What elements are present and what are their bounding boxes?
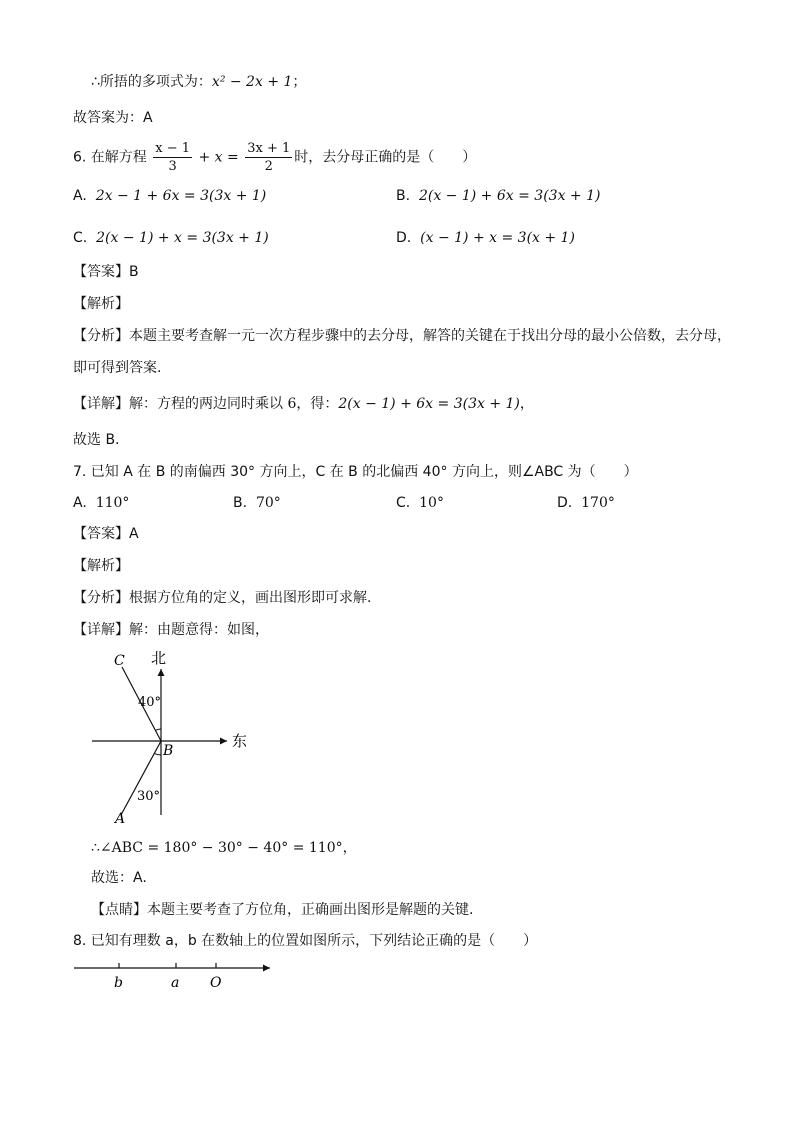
q6-fraction-1: $\frac{x - 1}{3}$: [155, 141, 191, 174]
q6-answer: 【答案】B: [73, 264, 139, 280]
q6-option-b: B. 2(x − 1) + 6x = 3(3x + 1): [396, 188, 601, 204]
q5-conclusion-suffix: ；: [292, 74, 307, 90]
label-b: b: [114, 975, 123, 991]
direction-angle-figure: [85, 645, 255, 830]
q8-stem: 8. 已知有理数 a，b 在数轴上的位置如图所示，下列结论正确的是（ ）: [73, 933, 538, 949]
q7-calculation: ∴∠ABC = 180° − 30° − 40° = 110°，: [91, 840, 357, 856]
q7-answer: 【答案】A: [73, 526, 139, 542]
q7-conclusion: 故选：A.: [91, 870, 147, 886]
q6-stem: [73, 140, 476, 175]
number-line-figure: [70, 960, 280, 992]
q7-detail: 【详解】解：由题意得：如图，: [73, 622, 269, 638]
east-label: 东: [232, 732, 248, 750]
q6-prefix: 6. 在解方程: [73, 149, 147, 166]
q5-polynomial: x² − 2x + 1: [211, 74, 293, 90]
q6-detail: 【详解】解：方程的两边同时乘以 6，得：2(x − 1) + 6x = 3(3x + 1)，: [73, 396, 534, 412]
angle-arc-30: [154, 753, 161, 755]
q6-option-a: A. 2x − 1 + 6x = 3(3x + 1): [73, 188, 267, 204]
angle-30-label: 30°: [137, 789, 161, 804]
q5-conclusion-text: ∴所捂的多项式为：: [91, 74, 212, 90]
point-b-label: B: [163, 743, 174, 759]
label-a: a: [171, 975, 180, 991]
q6-equation-middle: + x =: [198, 149, 239, 166]
north-label: 北: [151, 649, 167, 667]
q7-analysis-heading: 【解析】: [73, 558, 129, 574]
q6-analysis-heading: 【解析】: [73, 296, 129, 312]
q6-fraction-2: $\frac{3x + 1}{2}$: [247, 141, 291, 174]
point-c-label: C: [114, 653, 125, 669]
q6-conclusion: 故选 B.: [73, 432, 120, 448]
angle-arc-40: [155, 729, 161, 730]
point-a-label: A: [115, 811, 126, 827]
q7-option-c: C. 10°: [396, 495, 444, 511]
q6-analysis-line2: 即可得到答案.: [73, 360, 162, 376]
q5-conclusion-line: [91, 72, 306, 92]
q6-option-d: D. (x − 1) + x = 3(x + 1): [396, 230, 575, 246]
q6-suffix: 时，去分母正确的是（ ）: [294, 149, 477, 166]
label-o: O: [210, 975, 222, 991]
q5-answer-line: 故答案为：A: [73, 110, 153, 126]
q7-option-a: A. 110°: [73, 495, 130, 511]
q6-analysis-line1: 【分析】本题主要考查解一元一次方程步骤中的去分母，解答的关键在于找出分母的最小公倍数，去分母，: [73, 328, 731, 344]
q7-option-b: B. 70°: [233, 495, 281, 511]
q7-option-d: D. 170°: [557, 495, 615, 511]
q7-comment: 【点睛】本题主要考查了方位角，正确画出图形是解题的关键.: [91, 902, 474, 918]
angle-40-label: 40°: [138, 695, 162, 710]
q7-stem: 7. 已知 A 在 B 的南偏西 30° 方向上，C 在 B 的北偏西 40° 方向上，则∠ABC 为（ ）: [73, 464, 638, 480]
q6-option-c: C. 2(x − 1) + x = 3(3x + 1): [73, 230, 269, 246]
q7-analysis: 【分析】根据方位角的定义，画出图形即可求解.: [73, 590, 372, 606]
